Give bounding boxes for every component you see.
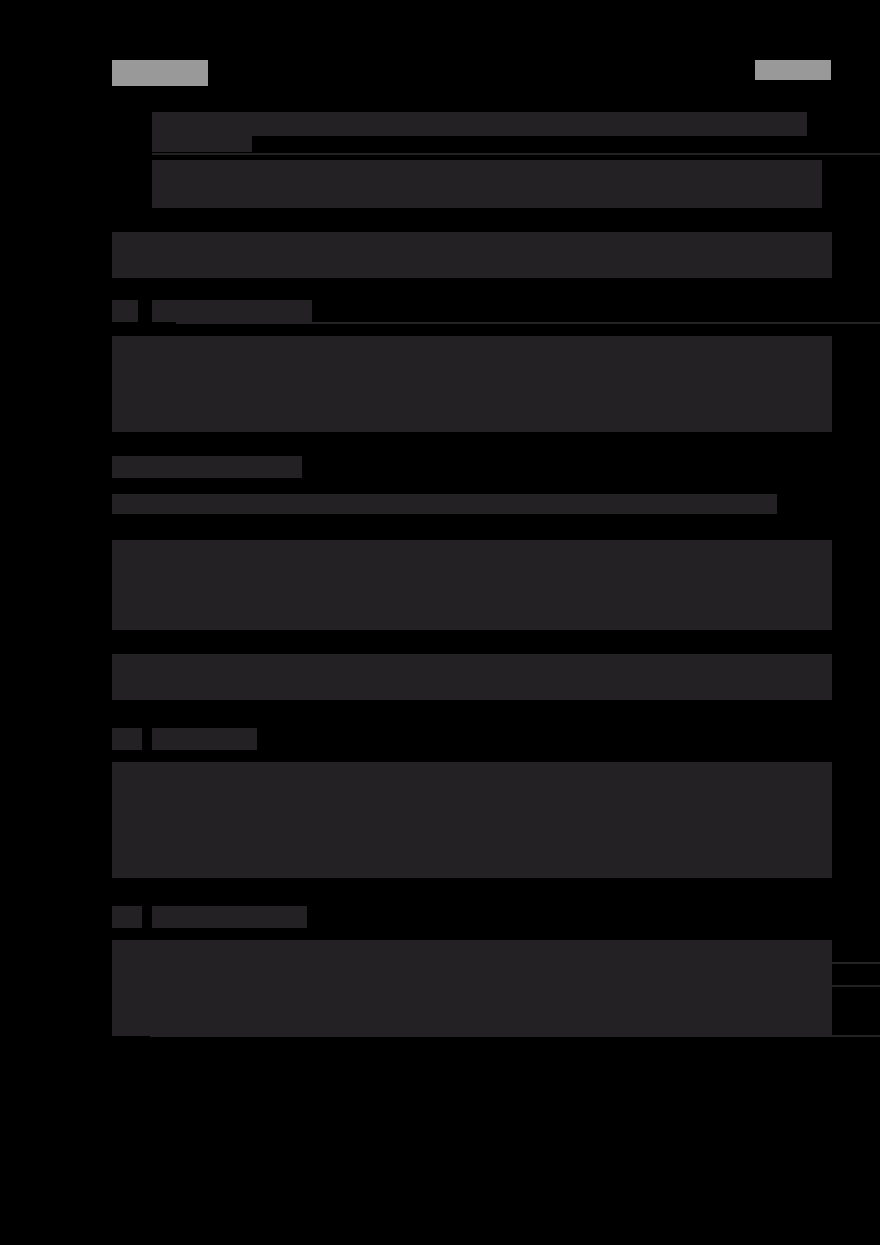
section-heading-3 — [152, 906, 307, 928]
section-number-1 — [112, 300, 138, 322]
indented-block-lines-3-4 — [152, 160, 822, 208]
paragraph-1 — [112, 232, 832, 278]
paragraph-3 — [112, 494, 777, 514]
section-number-2 — [112, 728, 142, 750]
paragraph-6 — [112, 762, 832, 878]
paragraph-4 — [112, 540, 832, 630]
section-heading-1 — [152, 300, 312, 322]
paragraph-2 — [112, 336, 832, 432]
paragraph-7 — [112, 940, 832, 1036]
section-number-3 — [112, 906, 142, 928]
rule-end — [150, 1035, 880, 1037]
running-header-right — [755, 60, 831, 80]
rule-under-section-1 — [176, 322, 880, 324]
paragraph-5 — [112, 654, 832, 700]
rule-in-section-3-a — [112, 962, 880, 964]
rule-under-indented-block — [152, 153, 880, 155]
running-header-left — [112, 60, 208, 86]
section-heading-2 — [152, 728, 257, 750]
indented-block-line-1 — [152, 112, 807, 136]
subsection-heading-1 — [112, 456, 302, 478]
rule-in-section-3-b — [112, 985, 880, 987]
indented-block-line-2 — [152, 136, 252, 152]
